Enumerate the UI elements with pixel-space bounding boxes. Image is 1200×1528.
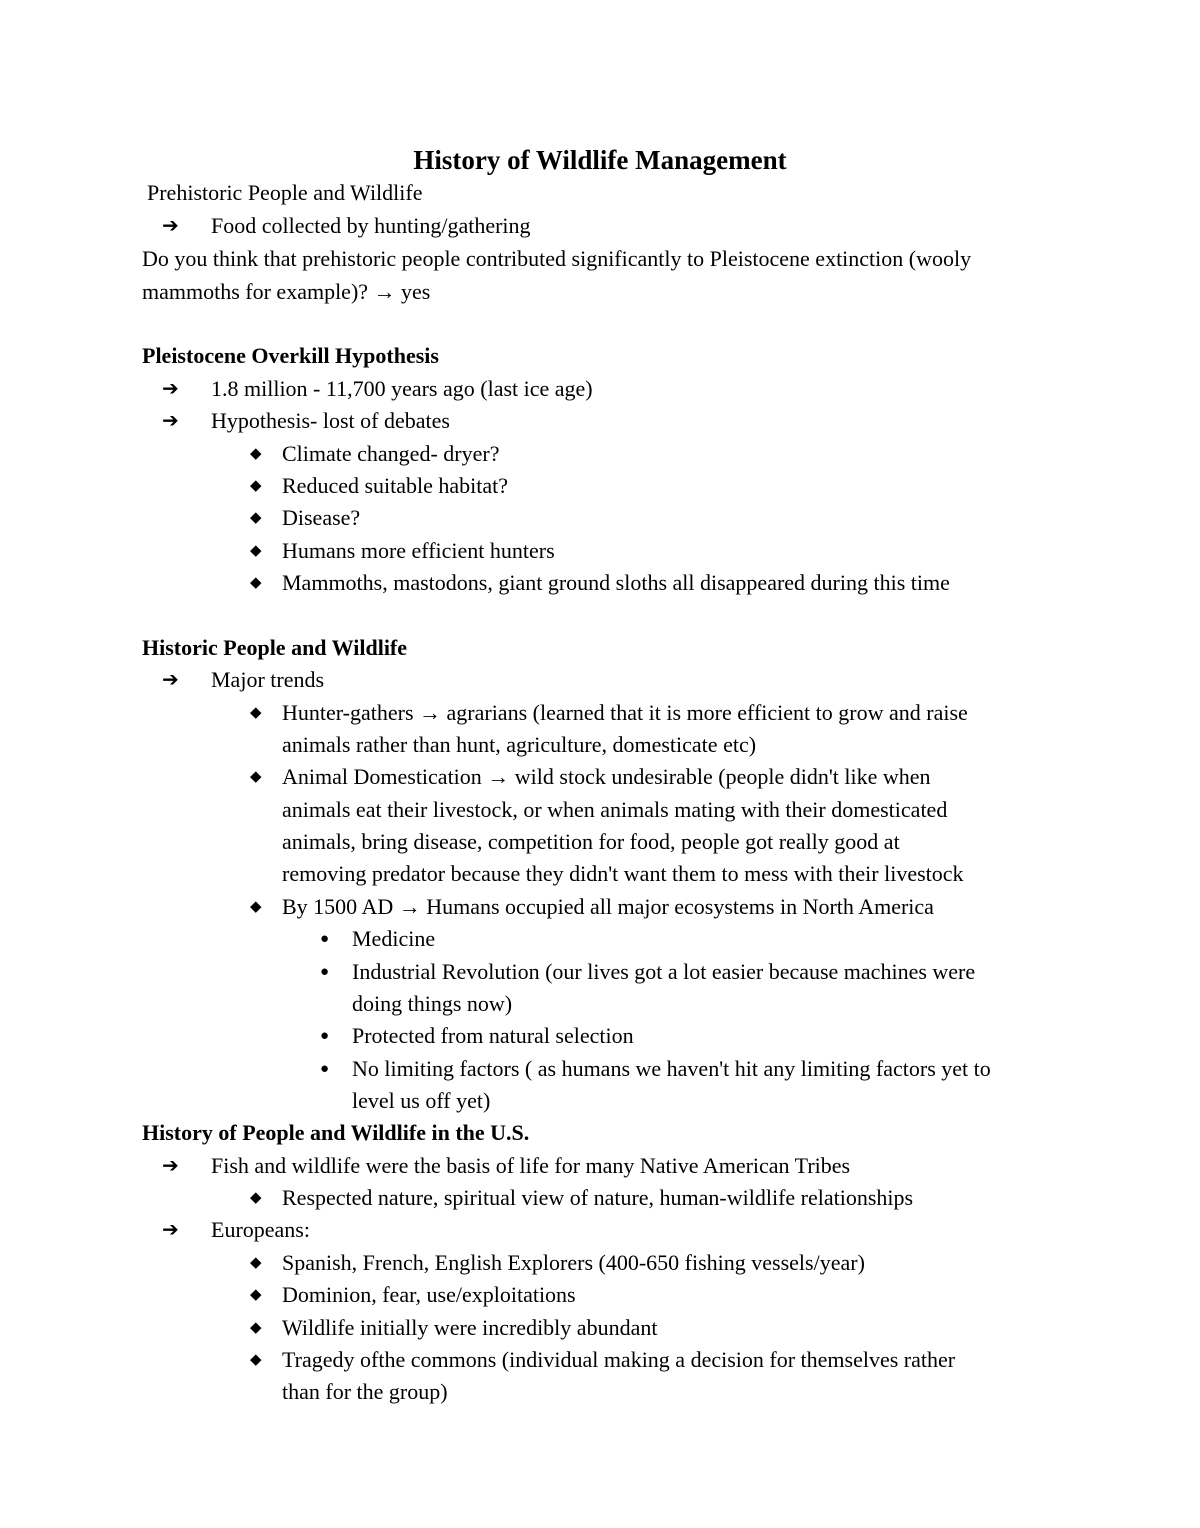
section-heading-prehistoric: Prehistoric People and Wildlife — [147, 180, 423, 205]
section-heading-historic: Historic People and Wildlife — [142, 635, 408, 660]
paragraph-text: mammoths for example)? → yes — [142, 279, 431, 304]
list-item-text: level us off yet) — [352, 1088, 491, 1113]
diamond-bullet-icon: ◆ — [250, 705, 262, 721]
list-item-text: Industrial Revolution (our lives got a lot easier because machines were — [352, 959, 976, 984]
diamond-bullet-icon: ◆ — [250, 575, 262, 591]
list-item-text: doing things now) — [352, 991, 513, 1016]
diamond-bullet-icon: ◆ — [250, 1352, 262, 1368]
dot-bullet-icon: ● — [320, 1028, 330, 1044]
section-heading-us: History of People and Wildlife in the U.S. — [142, 1120, 530, 1145]
arrow-bullet-icon: ➔ — [162, 669, 179, 691]
list-item-text: Europeans: — [211, 1217, 310, 1242]
diamond-bullet-icon: ◆ — [250, 510, 262, 526]
list-item-text: Hunter-gathers → agrarians (learned that it is more efficient to grow and raise — [282, 700, 968, 725]
diamond-bullet-icon: ◆ — [250, 1320, 262, 1336]
diamond-bullet-icon: ◆ — [250, 1287, 262, 1303]
list-item-text: Tragedy ofthe commons (individual making a decision for themselves rather — [282, 1347, 956, 1372]
list-item-text: Food collected by hunting/gathering — [211, 213, 531, 238]
list-item-text: Climate changed- dryer? — [282, 441, 500, 466]
list-item-text: Medicine — [352, 926, 436, 951]
diamond-bullet-icon: ◆ — [250, 1255, 262, 1271]
paragraph-text: Do you think that prehistoric people contributed significantly to Pleistocene extinction (wooly — [142, 246, 972, 271]
list-item-text: Respected nature, spiritual view of nature, human-wildlife relationships — [282, 1185, 914, 1210]
list-item-text: By 1500 AD → Humans occupied all major ecosystems in North America — [282, 894, 934, 919]
arrow-bullet-icon: ➔ — [162, 1219, 179, 1241]
list-item-text: 1.8 million - 11,700 years ago (last ice age) — [211, 376, 593, 401]
list-item-text: No limiting factors ( as humans we haven't hit any limiting factors yet to — [352, 1056, 991, 1081]
list-item-text: Dominion, fear, use/exploitations — [282, 1282, 576, 1307]
dot-bullet-icon: ● — [320, 931, 330, 947]
arrow-bullet-icon: ➔ — [162, 1155, 179, 1177]
arrow-bullet-icon: ➔ — [162, 215, 179, 237]
dot-bullet-icon: ● — [320, 1061, 330, 1077]
page-title: History of Wildlife Management — [413, 145, 787, 175]
list-item-text: animals, bring disease, competition for food, people got really good at — [282, 829, 900, 854]
diamond-bullet-icon: ◆ — [250, 543, 262, 559]
diamond-bullet-icon: ◆ — [250, 769, 262, 785]
diamond-bullet-icon: ◆ — [250, 478, 262, 494]
diamond-bullet-icon: ◆ — [250, 446, 262, 462]
arrow-bullet-icon: ➔ — [162, 410, 179, 432]
list-item-text: Spanish, French, English Explorers (400-650 fishing vessels/year) — [282, 1250, 865, 1275]
list-item-text: Protected from natural selection — [352, 1023, 634, 1048]
list-item-text: Animal Domestication → wild stock undesirable (people didn't like when — [282, 764, 931, 789]
list-item-text: animals eat their livestock, or when animals mating with their domesticated — [282, 797, 948, 822]
dot-bullet-icon: ● — [320, 964, 330, 980]
list-item-text: Reduced suitable habitat? — [282, 473, 509, 498]
list-item-text: Hypothesis- lost of debates — [211, 408, 450, 433]
list-item-text: Mammoths, mastodons, giant ground sloths all disappeared during this time — [282, 570, 950, 595]
section-heading-pleistocene: Pleistocene Overkill Hypothesis — [142, 343, 439, 368]
list-item-text: Wildlife initially were incredibly abundant — [282, 1315, 658, 1340]
arrow-bullet-icon: ➔ — [162, 378, 179, 400]
list-item-text: than for the group) — [282, 1379, 448, 1404]
list-item-text: Humans more efficient hunters — [282, 538, 555, 563]
list-item-text: Disease? — [282, 505, 361, 530]
diamond-bullet-icon: ◆ — [250, 1190, 262, 1206]
list-item-text: removing predator because they didn't want them to mess with their livestock — [282, 861, 964, 886]
list-item-text: animals rather than hunt, agriculture, domesticate etc) — [282, 732, 757, 757]
list-item-text: Fish and wildlife were the basis of life for many Native American Tribes — [211, 1153, 851, 1178]
diamond-bullet-icon: ◆ — [250, 899, 262, 915]
list-item-text: Major trends — [211, 667, 325, 692]
